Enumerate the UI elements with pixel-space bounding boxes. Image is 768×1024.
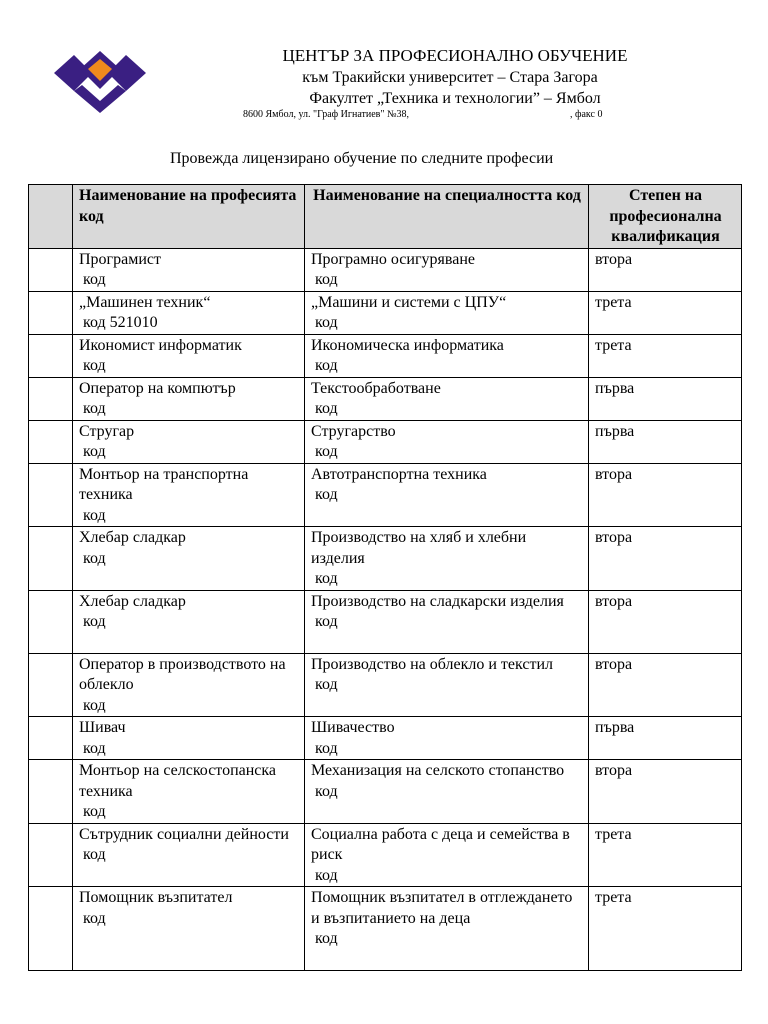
profession-cell: [73, 248, 305, 291]
profession-code: код: [83, 739, 106, 757]
profession-cell: [73, 377, 305, 420]
specialty-cell: [305, 717, 589, 760]
profession-name: Хлебар сладкар: [79, 529, 186, 546]
table-row: [29, 248, 742, 291]
specialty-code: код: [315, 930, 338, 947]
header-degree: Степен на професионална квалификация: [589, 185, 742, 249]
specialty-cell: [305, 823, 589, 887]
specialty-cell: [305, 463, 589, 527]
row-blank-cell: [29, 291, 73, 334]
profession-cell: [73, 463, 305, 527]
profession-name: Помощник възпитател: [79, 889, 233, 906]
row-blank-cell: [29, 590, 73, 653]
specialty-code: код: [315, 676, 338, 693]
table-row: [29, 887, 742, 971]
specialty-code: код: [315, 739, 338, 757]
specialty-code: код: [315, 400, 338, 417]
profession-cell: [73, 760, 305, 824]
profession-code: код: [83, 909, 106, 927]
profession-cell: [73, 420, 305, 463]
profession-code: код: [83, 400, 106, 417]
profession-cell: [73, 291, 305, 334]
header-specialty: Наименование на специалността код: [305, 185, 589, 249]
profession-code: код 521010: [83, 314, 158, 331]
profession-name: Оператор на компютър: [79, 379, 236, 397]
specialty-cell: [305, 377, 589, 420]
specialty-name: Автотранспортна техника: [311, 465, 487, 483]
profession-name: Икономист информатик: [79, 336, 242, 354]
row-blank-cell: [29, 717, 73, 760]
row-blank-cell: [29, 653, 73, 717]
profession-code: код: [83, 613, 106, 630]
degree-cell: трета: [589, 291, 742, 334]
specialty-cell: [305, 334, 589, 377]
table-header-row: [29, 185, 742, 249]
profession-cell: [73, 527, 305, 591]
profession-code: код: [83, 506, 106, 524]
row-blank-cell: [29, 420, 73, 463]
address-line: [243, 109, 603, 120]
professions-table: [28, 184, 742, 971]
profession-cell: [73, 653, 305, 717]
row-blank-cell: [29, 527, 73, 591]
profession-name: Програмист: [79, 250, 161, 268]
profession-name: „Машинен техник“: [79, 293, 211, 311]
specialty-cell: [305, 291, 589, 334]
row-blank-cell: [29, 887, 73, 971]
table-row: [29, 760, 742, 824]
specialty-cell: [305, 420, 589, 463]
profession-name: Шивач: [79, 719, 126, 736]
row-blank-cell: [29, 334, 73, 377]
table-row: [29, 334, 742, 377]
specialty-cell: [305, 887, 589, 971]
specialty-cell: [305, 760, 589, 824]
profession-name: Стругар: [79, 422, 135, 440]
profession-name: Оператор в производството на облекло: [79, 655, 286, 693]
header-cell-blank: [29, 185, 73, 249]
specialty-name: Икономическа информатика: [311, 336, 504, 354]
degree-cell: първа: [589, 420, 742, 463]
profession-cell: [73, 717, 305, 760]
profession-cell: [73, 823, 305, 887]
specialty-code: код: [315, 613, 338, 630]
table-row: [29, 291, 742, 334]
table-row: [29, 717, 742, 760]
header-profession: Наименование на професията код: [73, 185, 305, 249]
profession-name: Монтьор на селскостопанска техника: [79, 762, 277, 800]
degree-cell: трета: [589, 823, 742, 887]
row-blank-cell: [29, 248, 73, 291]
university-line: към Тракийски университет – Стара Загора: [302, 69, 598, 86]
profession-name: Монтьор на транспортна техника: [79, 465, 249, 503]
profession-cell: [73, 887, 305, 971]
profession-name: Сътрудник социални дейности: [79, 825, 289, 843]
specialty-cell: [305, 590, 589, 653]
table-row: [29, 653, 742, 717]
profession-code: код: [83, 357, 106, 374]
degree-cell: втора: [589, 760, 742, 824]
specialty-name: Програмно осигуряване: [311, 250, 475, 268]
degree-cell: втора: [589, 463, 742, 527]
specialty-name: Шивачество: [311, 719, 395, 736]
degree-cell: трета: [589, 334, 742, 377]
specialty-name: Механизация на селското стопанство: [311, 762, 565, 779]
profession-cell: [73, 334, 305, 377]
profession-code: код: [83, 443, 106, 460]
specialty-code: код: [315, 443, 338, 460]
degree-cell: втора: [589, 653, 742, 717]
degree-cell: втора: [589, 590, 742, 653]
center-title: ЦЕНТЪР ЗА ПРОФЕСИОНАЛНО ОБУЧЕНИЕ: [282, 46, 628, 65]
profession-code: код: [83, 549, 106, 567]
degree-cell: втора: [589, 248, 742, 291]
specialty-name: Текстообработване: [311, 379, 441, 397]
specialty-code: код: [315, 271, 338, 288]
specialty-cell: [305, 653, 589, 717]
row-blank-cell: [29, 377, 73, 420]
specialty-name: Помощник възпитател в отглеждането и възпитанието на деца: [311, 889, 573, 927]
degree-cell: трета: [589, 887, 742, 971]
specialty-name: Социална работа с деца и семейства в риск: [311, 825, 570, 863]
specialty-name: Производство на хляб и хлебни изделия: [311, 529, 527, 567]
profession-code: код: [83, 271, 106, 288]
intro-text: Провежда лицензирано обучение по следните професии: [170, 150, 554, 167]
row-blank-cell: [29, 760, 73, 824]
specialty-code: код: [315, 570, 338, 587]
specialty-name: Производство на облекло и текстил: [311, 655, 554, 673]
degree-cell: втора: [589, 527, 742, 591]
address-text: 8600 Ямбол, ул. "Граф Игнатиев" №38,: [243, 109, 410, 120]
specialty-name: Стругарство: [311, 422, 396, 440]
specialty-cell: [305, 527, 589, 591]
table-row: [29, 420, 742, 463]
table-row: [29, 590, 742, 653]
profession-code: код: [83, 696, 106, 714]
row-blank-cell: [29, 823, 73, 887]
faculty-line: Факултет „Техника и технологии” – Ямбол: [309, 90, 601, 107]
profession-code: код: [83, 803, 106, 820]
profession-name: Хлебар сладкар: [79, 592, 186, 610]
profession-cell: [73, 590, 305, 653]
specialty-code: код: [315, 357, 338, 374]
profession-code: код: [83, 846, 106, 863]
specialty-name: Производство на сладкарски изделия: [311, 592, 564, 610]
row-blank-cell: [29, 463, 73, 527]
degree-cell: първа: [589, 377, 742, 420]
table-row: [29, 527, 742, 591]
specialty-code: код: [315, 314, 338, 331]
specialty-code: код: [315, 782, 338, 800]
table-row: [29, 823, 742, 887]
specialty-name: „Машини и системи с ЦПУ“: [311, 293, 507, 311]
specialty-cell: [305, 248, 589, 291]
fax-text: , факс 0: [570, 109, 603, 120]
specialty-code: код: [315, 486, 338, 503]
university-logo: [52, 47, 148, 115]
table-row: [29, 377, 742, 420]
specialty-code: код: [315, 866, 338, 884]
table-row: [29, 463, 742, 527]
degree-cell: първа: [589, 717, 742, 760]
